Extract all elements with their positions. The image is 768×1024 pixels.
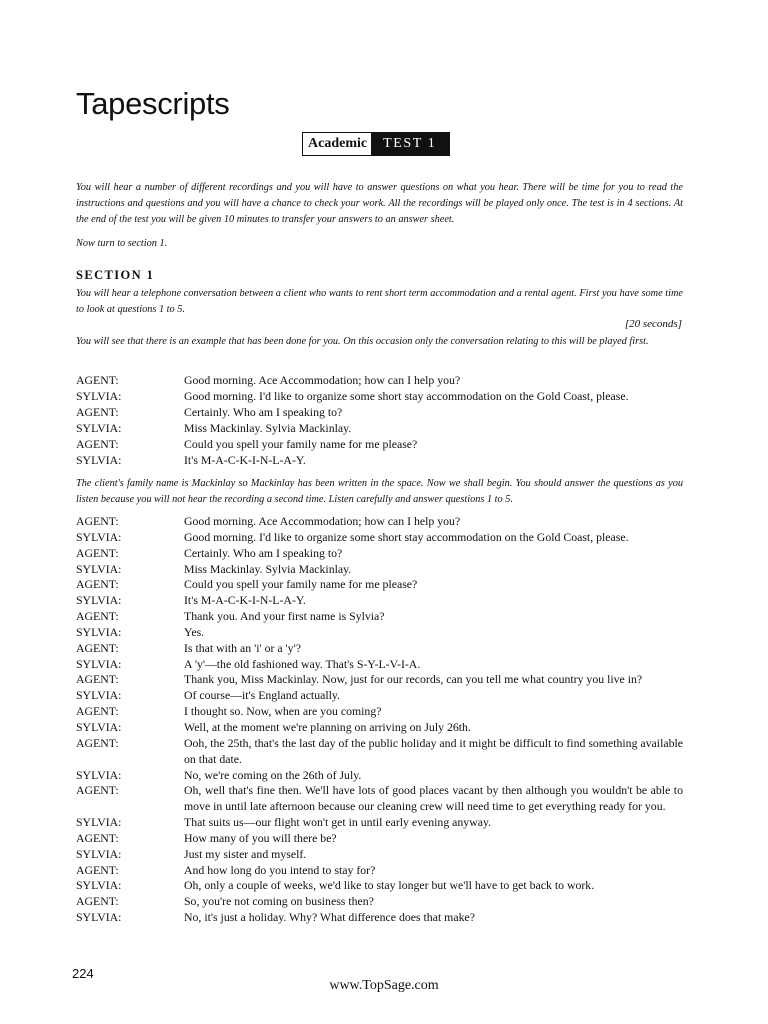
speech-text: Well, at the moment we're planning on arriving on July 26th. xyxy=(184,719,471,734)
dialogue-line xyxy=(76,452,683,468)
dialogue-line xyxy=(76,720,683,736)
dialogue-line xyxy=(76,530,683,546)
speaker-label: AGENT: xyxy=(76,437,119,452)
dialogue-line xyxy=(76,436,683,452)
section-instructions: You will hear a telephone conversation between a client who wants to rent short term accommodation and a rental agent. First you have some time to look at questions 1 to 5. xyxy=(76,288,683,315)
page-title: Tapescripts xyxy=(76,86,230,121)
speaker-label: SYLVIA: xyxy=(76,453,122,468)
speaker-label: SYLVIA: xyxy=(76,719,122,734)
website-footer: www.TopSage.com xyxy=(329,978,439,993)
dialogue-line xyxy=(76,420,683,436)
speaker-label: AGENT: xyxy=(76,862,119,877)
speaker-label: SYLVIA: xyxy=(76,846,122,861)
dialogue-line xyxy=(76,688,683,704)
answer-note: The client's family name is Mackinlay so Mackinlay has been written in the space. Now we shall begin. You should answer the questions as you listen because you will not hear the recording a second time. Listen carefully and answer questions 1 to 5. xyxy=(76,478,683,505)
dialogue-line xyxy=(76,657,683,673)
speaker-label: AGENT: xyxy=(76,672,119,687)
speech-text: Yes. xyxy=(184,624,205,639)
speech-text: How many of you will there be? xyxy=(184,830,337,845)
speech-text: Good morning. Ace Accommodation; how can I help you? xyxy=(184,373,461,387)
speech-text: No, it's just a holiday. Why? What difference does that make? xyxy=(184,910,475,925)
speech-text: Thank you. And your first name is Sylvia? xyxy=(184,609,385,624)
speaker-label: AGENT: xyxy=(76,704,119,719)
speaker-label: AGENT: xyxy=(76,577,119,592)
speech-text: Just my sister and myself. xyxy=(184,846,307,861)
speaker-label: AGENT: xyxy=(76,373,119,387)
dialogue-line xyxy=(76,641,683,657)
speech-text: Good morning. Ace Accommodation; how can I help you? xyxy=(184,514,461,528)
test-badge xyxy=(302,132,450,156)
speaker-label: SYLVIA: xyxy=(76,878,122,893)
speech-text: Good morning. I'd like to organize some short stay accommodation on the Gold Coast, please. xyxy=(184,529,629,544)
speaker-label: SYLVIA: xyxy=(76,767,122,782)
dialogue-line xyxy=(76,372,683,388)
speech-text: Ooh, the 25th, that's the last day of the public holiday and it might be difficult to find something available on that date. xyxy=(184,735,683,766)
speech-text: Could you spell your family name for me please? xyxy=(184,437,418,452)
dialogue-line xyxy=(76,847,683,863)
speaker-label: SYLVIA: xyxy=(76,688,122,703)
example-dialogue xyxy=(76,372,683,469)
page-number: 224 xyxy=(72,966,94,981)
dialogue-line xyxy=(76,625,683,641)
dialogue-line xyxy=(76,672,683,688)
speaker-label: AGENT: xyxy=(76,783,119,798)
dialogue-line xyxy=(76,704,683,720)
speech-text: It's M-A-C-K-I-N-L-A-Y. xyxy=(184,593,306,608)
speech-text: Is that with an 'i' or a 'y'? xyxy=(184,640,301,655)
speaker-label: AGENT: xyxy=(76,609,119,624)
dialogue-line xyxy=(76,910,683,926)
speech-text: I thought so. Now, when are you coming? xyxy=(184,704,382,719)
speech-text: Thank you, Miss Mackinlay. Now, just for our records, can you tell me what country you live in? xyxy=(184,672,643,687)
speech-text: And how long do you intend to stay for? xyxy=(184,862,376,877)
dialogue-line xyxy=(76,577,683,593)
dialogue-line xyxy=(76,609,683,625)
dialogue-line xyxy=(76,894,683,910)
dialogue-line xyxy=(76,878,683,894)
timing-note: [20 seconds] xyxy=(624,318,682,330)
speaker-label: SYLVIA: xyxy=(76,656,122,671)
speech-text: Oh, only a couple of weeks, we'd like to stay longer but we'll have to get back to work. xyxy=(184,878,595,893)
speaker-label: AGENT: xyxy=(76,735,119,750)
section-heading: SECTION 1 xyxy=(76,268,155,282)
example-note: You will see that there is an example that has been done for you. On this occasion only the conversation relating to this will be played first. xyxy=(76,336,649,347)
speech-text: So, you're not coming on business then? xyxy=(184,894,374,909)
dialogue-line xyxy=(76,736,683,768)
dialogue-line xyxy=(76,815,683,831)
speaker-label: SYLVIA: xyxy=(76,593,122,608)
speaker-label: SYLVIA: xyxy=(76,815,122,830)
speaker-label: AGENT: xyxy=(76,545,119,560)
badge-academic-label: Academic xyxy=(303,133,371,155)
dialogue-line xyxy=(76,783,683,815)
main-dialogue xyxy=(76,514,683,926)
speaker-label: SYLVIA: xyxy=(76,561,122,576)
speaker-label: AGENT: xyxy=(76,514,119,528)
speech-text: Miss Mackinlay. Sylvia Mackinlay. xyxy=(184,421,352,436)
dialogue-line xyxy=(76,562,683,578)
badge-test-label: TEST 1 xyxy=(371,133,449,155)
speaker-label: SYLVIA: xyxy=(76,529,122,544)
speaker-label: SYLVIA: xyxy=(76,910,122,925)
speaker-label: AGENT: xyxy=(76,640,119,655)
speech-text: Could you spell your family name for me please? xyxy=(184,577,418,592)
speech-text: It's M-A-C-K-I-N-L-A-Y. xyxy=(184,453,306,468)
speaker-label: AGENT: xyxy=(76,894,119,909)
intro-paragraph: You will hear a number of different recordings and you will have to answer questions on what you hear. There will be time for you to read the instructions and questions and you will have a chance to check your work. All the recordings will be played only once. The test is in 4 sections. At the end of the test you will be given 10 minutes to transfer your answers to an answer sheet. xyxy=(76,182,683,225)
speaker-label: SYLVIA: xyxy=(76,624,122,639)
dialogue-line xyxy=(76,831,683,847)
speech-text: A 'y'—the old fashioned way. That's S-Y-L-V-I-A. xyxy=(184,656,421,671)
speaker-label: SYLVIA: xyxy=(76,421,122,436)
speaker-label: SYLVIA: xyxy=(76,389,122,404)
dialogue-line xyxy=(76,514,683,530)
dialogue-line xyxy=(76,388,683,404)
speech-text: Miss Mackinlay. Sylvia Mackinlay. xyxy=(184,561,352,576)
speech-text: No, we're coming on the 26th of July. xyxy=(184,767,362,782)
dialogue-line xyxy=(76,863,683,879)
intro-turn-to-section: Now turn to section 1. xyxy=(76,238,168,249)
speech-text: That suits us—our flight won't get in until early evening anyway. xyxy=(184,815,492,830)
speech-text: Oh, well that's fine then. We'll have lots of good places vacant by then although you wouldn't be able to move in until late afternoon because our cleaning crew will need time to get everything ready for you. xyxy=(184,783,683,814)
speech-text: Certainly. Who am I speaking to? xyxy=(184,405,343,420)
dialogue-line xyxy=(76,768,683,784)
dialogue-line xyxy=(76,546,683,562)
dialogue-line xyxy=(76,404,683,420)
speaker-label: AGENT: xyxy=(76,405,119,420)
speech-text: Of course—it's England actually. xyxy=(184,688,340,703)
speech-text: Good morning. I'd like to organize some short stay accommodation on the Gold Coast, please. xyxy=(184,389,629,404)
speaker-label: AGENT: xyxy=(76,830,119,845)
dialogue-line xyxy=(76,593,683,609)
speech-text: Certainly. Who am I speaking to? xyxy=(184,545,343,560)
